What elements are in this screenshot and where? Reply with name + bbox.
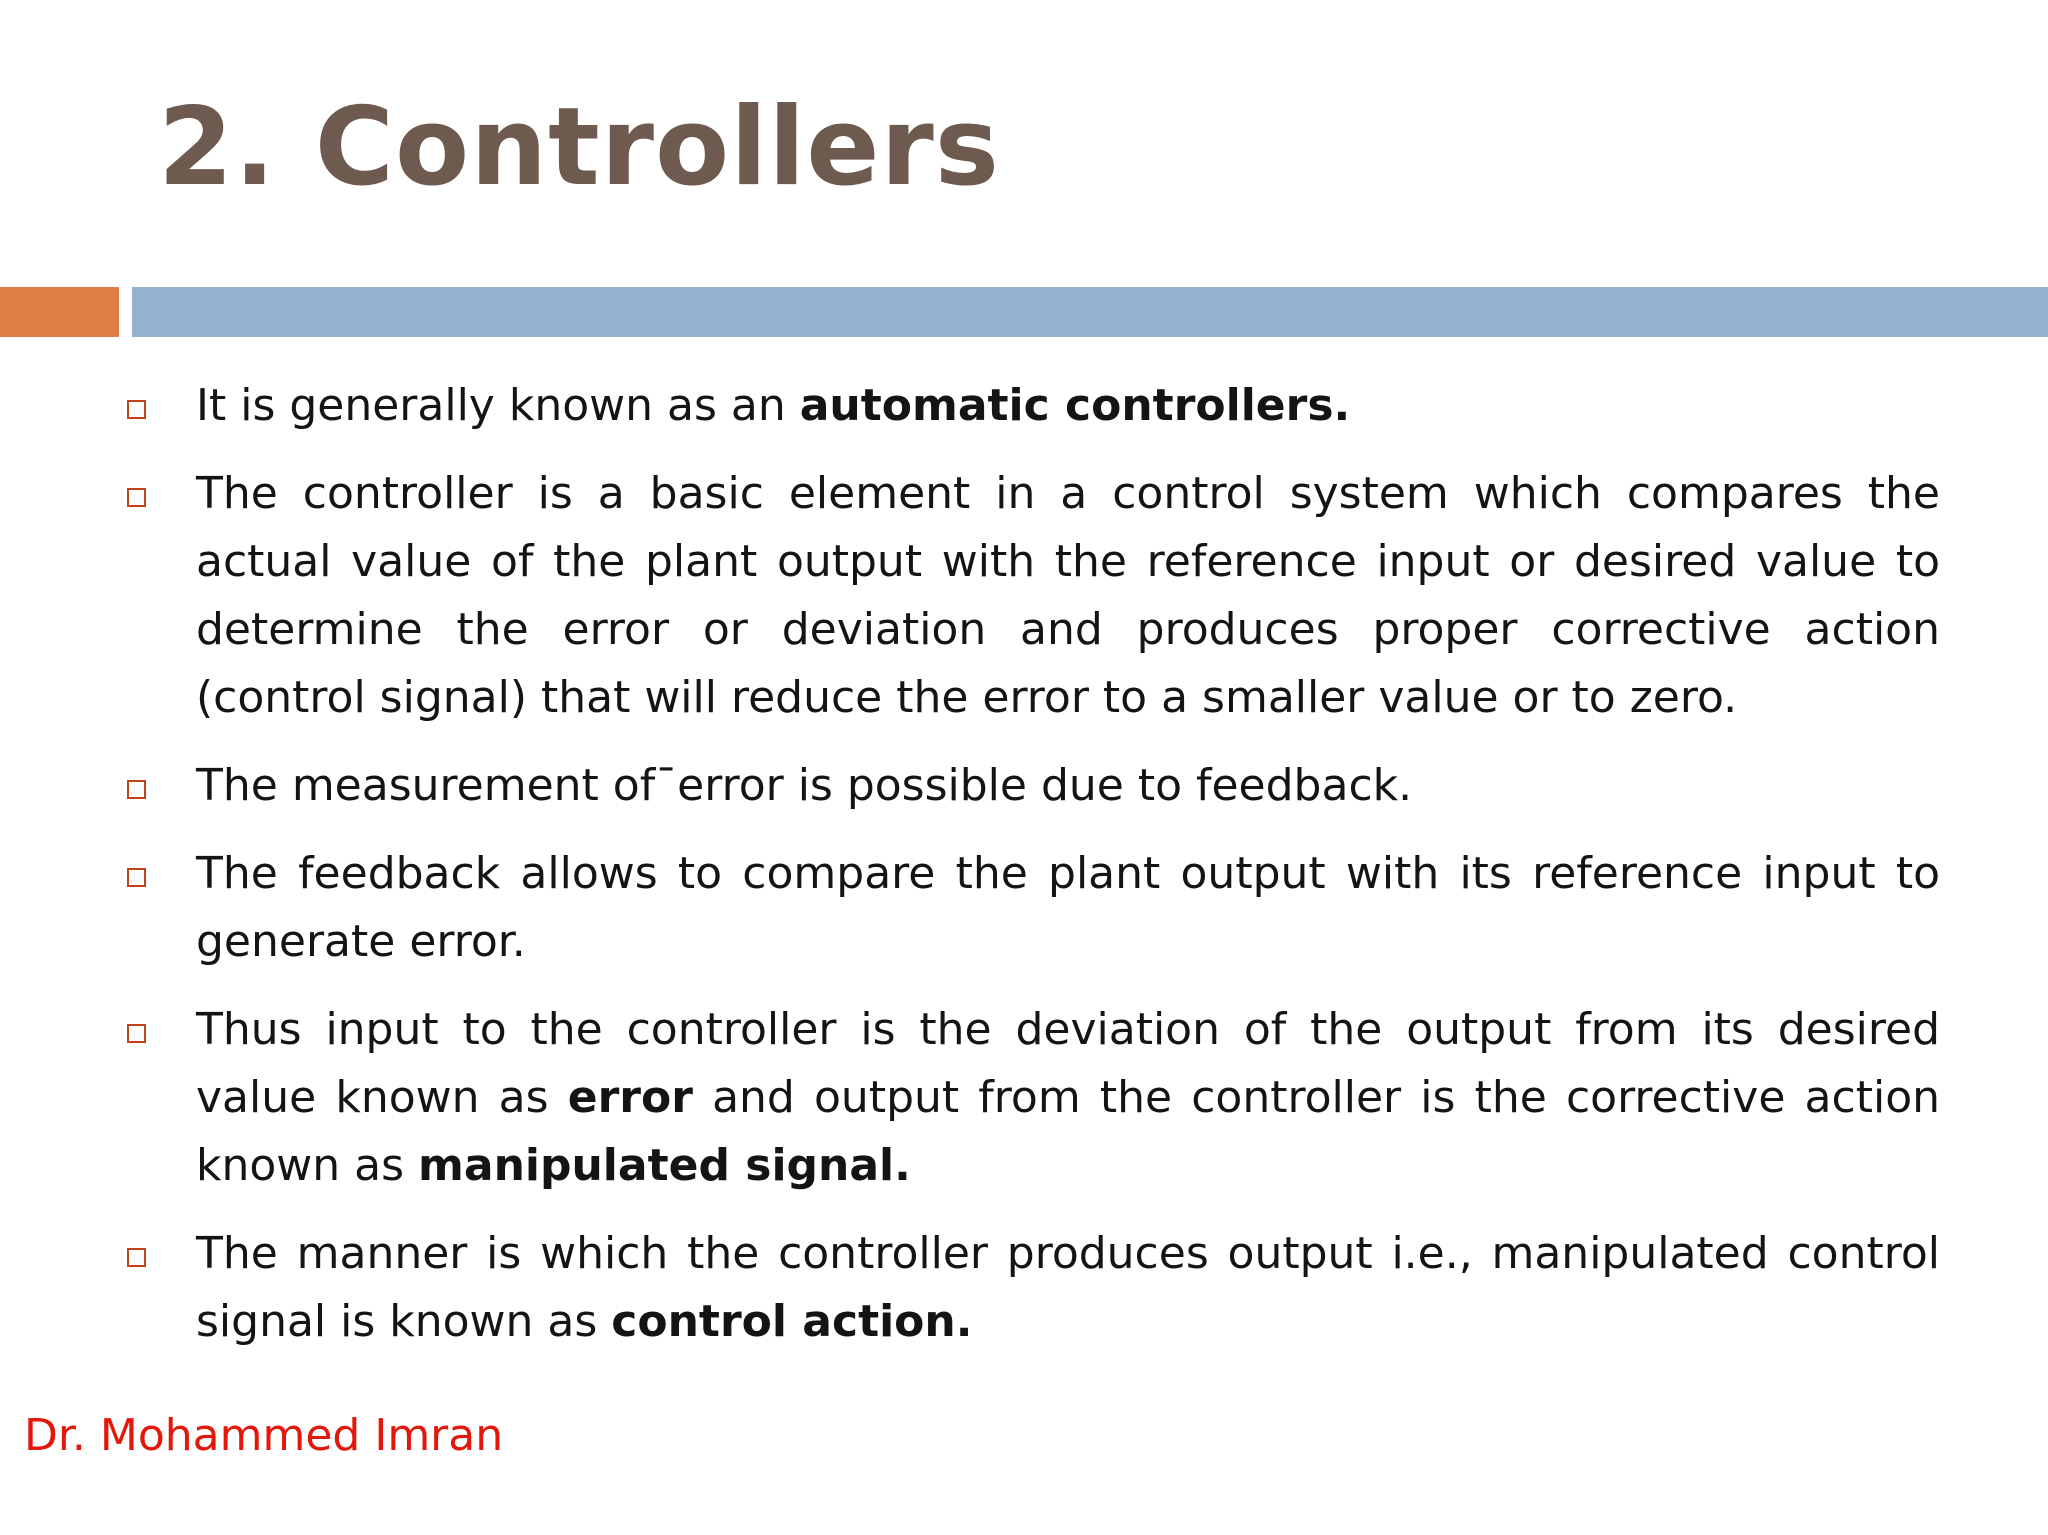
slide-title: 2. Controllers bbox=[158, 85, 1001, 210]
accent-bar-orange bbox=[0, 287, 119, 337]
hollow-square-bullet-icon bbox=[127, 1024, 146, 1043]
author-name: Dr. Mohammed Imran bbox=[24, 1410, 504, 1461]
hollow-square-bullet-icon bbox=[127, 1248, 146, 1267]
bullet-text-3: The measurement of¯error is possible due to feedback. bbox=[196, 760, 1413, 811]
bullet-text-5: Thus input to the controller is the deviation of the output from its desired value known as error and output from the controller is the corrective action known as manipulated signal. bbox=[196, 1004, 1940, 1191]
accent-bar-blue bbox=[132, 287, 2048, 337]
hollow-square-bullet-icon bbox=[127, 400, 146, 419]
hollow-square-bullet-icon bbox=[127, 780, 146, 799]
hollow-square-bullet-icon bbox=[127, 488, 146, 507]
bullet-text-2: The controller is a basic element in a control system which compares the actual value of the plant output with the reference input or desired value to determine the error or deviation and produces proper corrective action (control signal) that will reduce the error to a smaller value or to zero. bbox=[196, 468, 1940, 723]
bullet-text-4: The feedback allows to compare the plant output with its reference input to generate error. bbox=[196, 848, 1940, 967]
hollow-square-bullet-icon bbox=[127, 868, 146, 887]
bullet-text-6: The manner is which the controller produces output i.e., manipulated control signal is known as control action. bbox=[196, 1228, 1940, 1347]
bullet-text-1: It is generally known as an automatic controllers. bbox=[196, 380, 1351, 431]
